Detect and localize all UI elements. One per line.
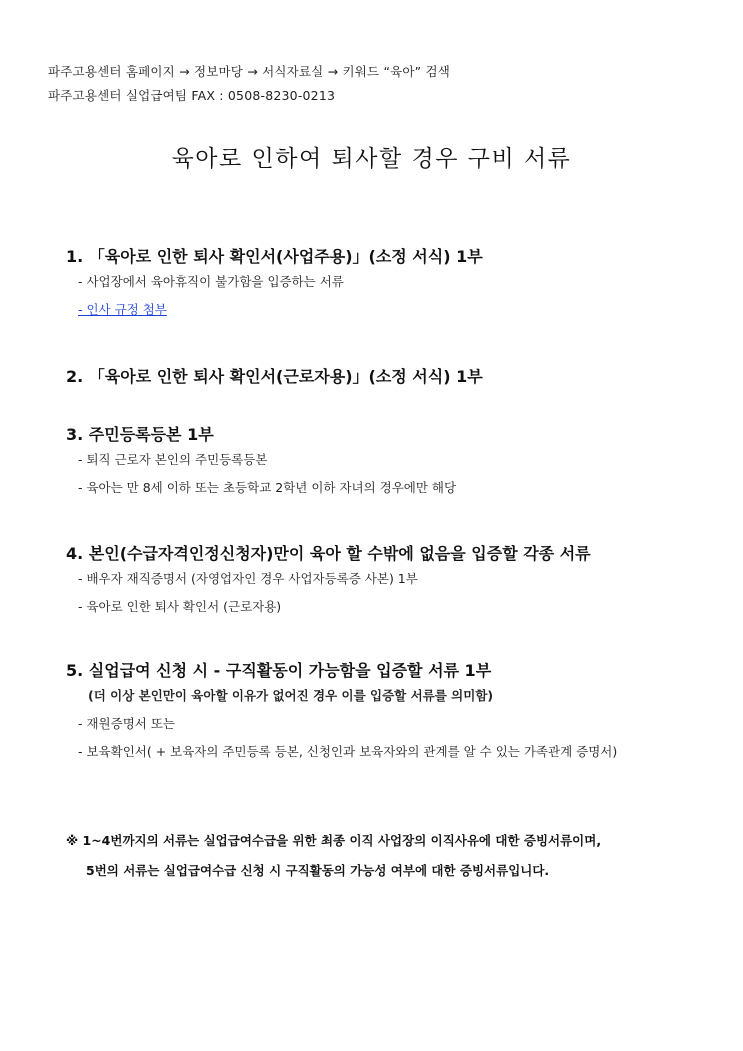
section-1-item-1: - 사업장에서 육아휴직이 불가함을 입증하는 서류 xyxy=(78,274,344,289)
section-3-item-2: - 육아는 만 8세 이하 또는 초등학교 2학년 이하 자녀의 경우에만 해당 xyxy=(78,480,457,495)
header-navigation-path: 파주고용센터 홈페이지 → 정보마당 → 서식자료실 → 키워드 “육아” 검색 xyxy=(48,64,451,79)
section-4-item-2: - 육아로 인한 퇴사 확인서 (근로자용) xyxy=(78,599,282,614)
section-5-item-1: - 재원증명서 또는 xyxy=(78,716,175,731)
section-1-heading: 1. 「육아로 인한 퇴사 확인서(사업주용)」(소정 서식) 1부 xyxy=(66,247,483,266)
header-fax-info: 파주고용센터 실업급여팀 FAX : 0508-8230-0213 xyxy=(48,88,336,103)
personnel-rules-link[interactable]: - 인사 규정 첨부 xyxy=(78,302,167,317)
section-1 xyxy=(66,246,483,324)
section-3-heading: 3. 주민등록등본 1부 xyxy=(66,425,214,444)
section-5-heading: 5. 실업급여 신청 시 - 구직활동이 가능함을 입증할 서류 1부 xyxy=(66,661,492,680)
document-title: 육아로 인하여 퇴사할 경우 구비 서류 xyxy=(171,146,572,172)
footnote xyxy=(66,826,601,886)
section-5 xyxy=(66,660,617,766)
footnote-line-1: ※ 1~4번까지의 서류는 실업급여수급을 위한 최종 이직 사업장의 이직사유에 대한 증빙서류이며, xyxy=(66,833,602,848)
section-4-heading: 4. 본인(수급자격인정신청자)만이 육아 할 수밖에 없음을 입증할 각종 서류 xyxy=(66,544,591,563)
section-5-subnote: (더 이상 본인만이 육아할 이유가 없어진 경우 이를 입증할 서류를 의미함) xyxy=(88,688,494,703)
section-4-item-1: - 배우자 재직증명서 (자영업자인 경우 사업자등록증 사본) 1부 xyxy=(78,571,418,586)
section-2-heading: 2. 「육아로 인한 퇴사 확인서(근로자용)」(소정 서식) 1부 xyxy=(66,367,483,386)
footnote-line-2: 5번의 서류는 실업급여수급 신청 시 구직활동의 가능성 여부에 대한 증빙서류입니다. xyxy=(86,863,550,878)
section-5-item-2: - 보육확인서( + 보육자의 주민등록 등본, 신청인과 보육자와의 관계를 알 수 있는 가족관계 증명서) xyxy=(78,744,618,759)
section-3 xyxy=(66,424,456,502)
section-3-item-1: - 퇴직 근로자 본인의 주민등록등본 xyxy=(78,452,268,467)
header xyxy=(48,60,450,108)
section-2 xyxy=(66,366,483,388)
section-4 xyxy=(66,543,591,621)
